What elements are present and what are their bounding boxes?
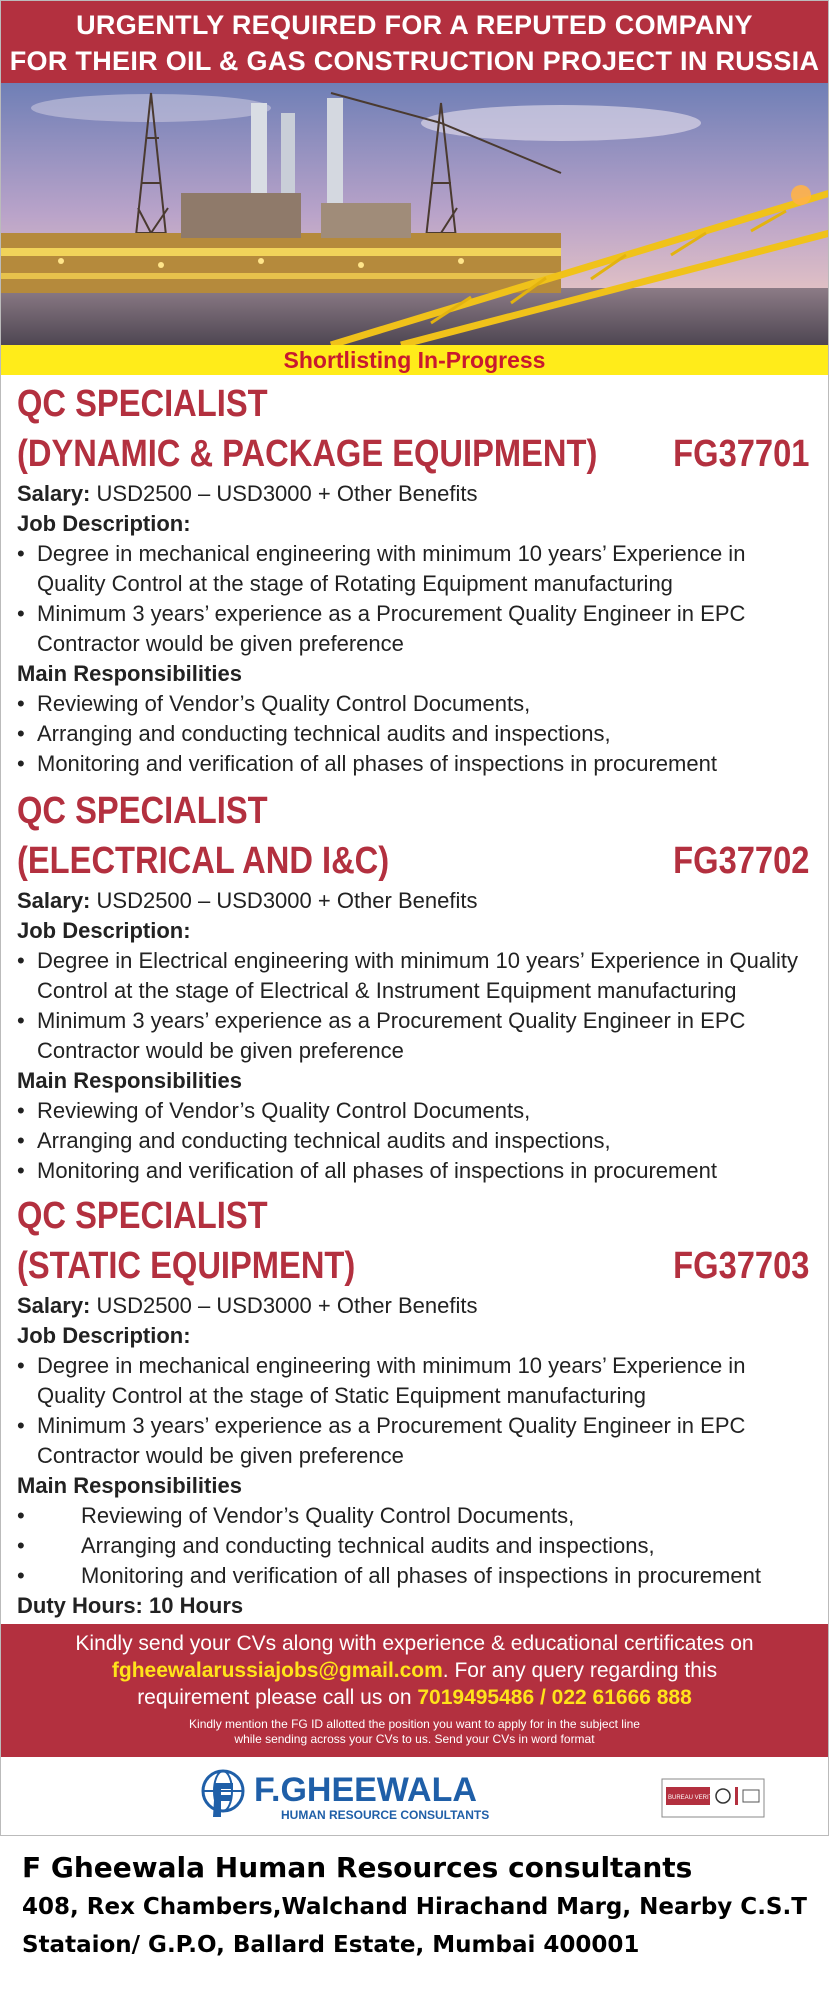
job-code: FG37703 [672, 1245, 809, 1287]
logo-graphic [1, 1757, 829, 1836]
salary-row [17, 1291, 817, 1321]
responsibilities-list [17, 689, 817, 779]
list-item: • Degree in Electrical engineering with minimum 10 years’ Experience in Quality Control at the stage of Electrical & Instrument Equipment manufacturing [17, 948, 798, 1003]
job-description-label: Job Description: [17, 918, 191, 943]
job-description-list [17, 1351, 817, 1471]
list-item: • Monitoring and verification of all phases of inspections in procurement [17, 1158, 717, 1183]
job-posting [17, 1191, 817, 1621]
job-title-line-1: QC SPECIALIST [17, 383, 268, 425]
salary-label: Salary: [17, 1293, 91, 1318]
job-posting [17, 786, 817, 1186]
responsibilities-list [17, 1096, 817, 1186]
salary-value: USD2500 – USD3000 + Other Benefits [96, 1293, 478, 1318]
list-item: • Minimum 3 years’ experience as a Procurement Quality Engineer in EPC Contractor would be given preference [17, 601, 746, 656]
logo-tagline: HUMAN RESOURCE CONSULTANTS [281, 1808, 490, 1822]
salary-label: Salary: [17, 481, 91, 506]
job-title-line-2: (DYNAMIC & PACKAGE EQUIPMENT) [17, 433, 598, 475]
list-item: • Degree in mechanical engineering with minimum 10 years’ Experience in Quality Control at the stage of Rotating Equipment manufacturing [17, 541, 746, 596]
job-description-label: Job Description: [17, 1323, 191, 1348]
company-address [22, 1848, 822, 1964]
header-line-2: FOR THEIR OIL & GAS CONSTRUCTION PROJECT IN RUSSIA [9, 46, 820, 76]
contact-note-1: Kindly mention the FG ID allotted the position you want to apply for in the subject line [189, 1717, 640, 1731]
oil-rig-photo [1, 83, 828, 345]
responsibilities-label: Main Responsibilities [17, 661, 242, 686]
header-banner [1, 1, 828, 83]
job-title-line-2: (STATIC EQUIPMENT) [17, 1245, 356, 1287]
job-description-label: Job Description: [17, 511, 191, 536]
job-title-line-1: QC SPECIALIST [17, 790, 268, 832]
job-code: FG37701 [672, 433, 809, 475]
duty-hours: Duty Hours: 10 Hours [17, 1593, 244, 1618]
contact-note-2: while sending across your CVs to us. Send your CVs in word format [234, 1732, 595, 1746]
certification-badge-icon [662, 1779, 764, 1817]
list-item: • Arranging and conducting technical audits and inspections, [17, 721, 611, 746]
job-title-line-1: QC SPECIALIST [17, 1195, 268, 1237]
job-description-list [17, 946, 817, 1066]
salary-label: Salary: [17, 888, 91, 913]
contact-line-1: Kindly send your CVs along with experience & educational certificates on [75, 1632, 754, 1655]
company-name: F Gheewala Human Resources consultants [22, 1851, 693, 1884]
salary-value: USD2500 – USD3000 + Other Benefits [96, 888, 478, 913]
cert-text: BUREAU VERITAS [668, 1795, 720, 1801]
list-item: • Minimum 3 years’ experience as a Procurement Quality Engineer in EPC Contractor would be given preference [17, 1413, 746, 1468]
list-item: • Degree in mechanical engineering with minimum 10 years’ Experience in Quality Control at the stage of Static Equipment manufacturing [17, 1353, 746, 1408]
list-item: • Reviewing of Vendor’s Quality Control Documents, [17, 1098, 531, 1123]
list-item: • Reviewing of Vendor’s Quality Control Documents, [17, 691, 531, 716]
list-item: • Arranging and conducting technical audits and inspections, [17, 1128, 611, 1153]
address-line-2: Stataion/ G.P.O, Ballard Estate, Mumbai 400001 [22, 1932, 640, 1958]
salary-row [17, 479, 817, 509]
job-posting [17, 379, 817, 779]
contact-line-2: fgheewalarussiajobs@gmail.com. For any query regarding this [111, 1659, 718, 1682]
header-line-1: URGENTLY REQUIRED FOR A REPUTED COMPANY [76, 10, 753, 40]
salary-value: USD2500 – USD3000 + Other Benefits [96, 481, 478, 506]
globe-icon [203, 1771, 243, 1817]
job-description-list [17, 539, 817, 659]
email-link[interactable]: fgheewalarussiajobs@gmail.com [111, 1659, 443, 1682]
list-item: • Monitoring and verification of all phases of inspections in procurement [17, 751, 717, 776]
responsibilities-list [17, 1501, 817, 1591]
responsibilities-label: Main Responsibilities [17, 1068, 242, 1093]
list-item: • Minimum 3 years’ experience as a Procurement Quality Engineer in EPC Contractor would be given preference [17, 1008, 746, 1063]
job-title-line-2: (ELECTRICAL AND I&C) [17, 840, 390, 882]
list-item: • Arranging and conducting technical audits and inspections, [17, 1533, 655, 1558]
responsibilities-label: Main Responsibilities [17, 1473, 242, 1498]
list-item: • Reviewing of Vendor’s Quality Control Documents, [17, 1503, 575, 1528]
phone-numbers[interactable]: 7019495486 / 022 61666 888 [417, 1686, 692, 1709]
address-line-1: 408, Rex Chambers,Walchand Hirachand Marg, Nearby C.S.T [22, 1894, 807, 1920]
status-banner: Shortlisting In-Progress [1, 345, 828, 375]
salary-row [17, 886, 817, 916]
job-code: FG37702 [672, 840, 809, 882]
logo-bar [1, 1757, 828, 1836]
list-item: • Monitoring and verification of all phases of inspections in procurement [17, 1563, 761, 1588]
contact-line-3: requirement please call us on 7019495486 / 022 61666 888 [137, 1686, 692, 1709]
logo-name: F.GHEEWALA [254, 1771, 477, 1809]
contact-banner [1, 1624, 828, 1757]
